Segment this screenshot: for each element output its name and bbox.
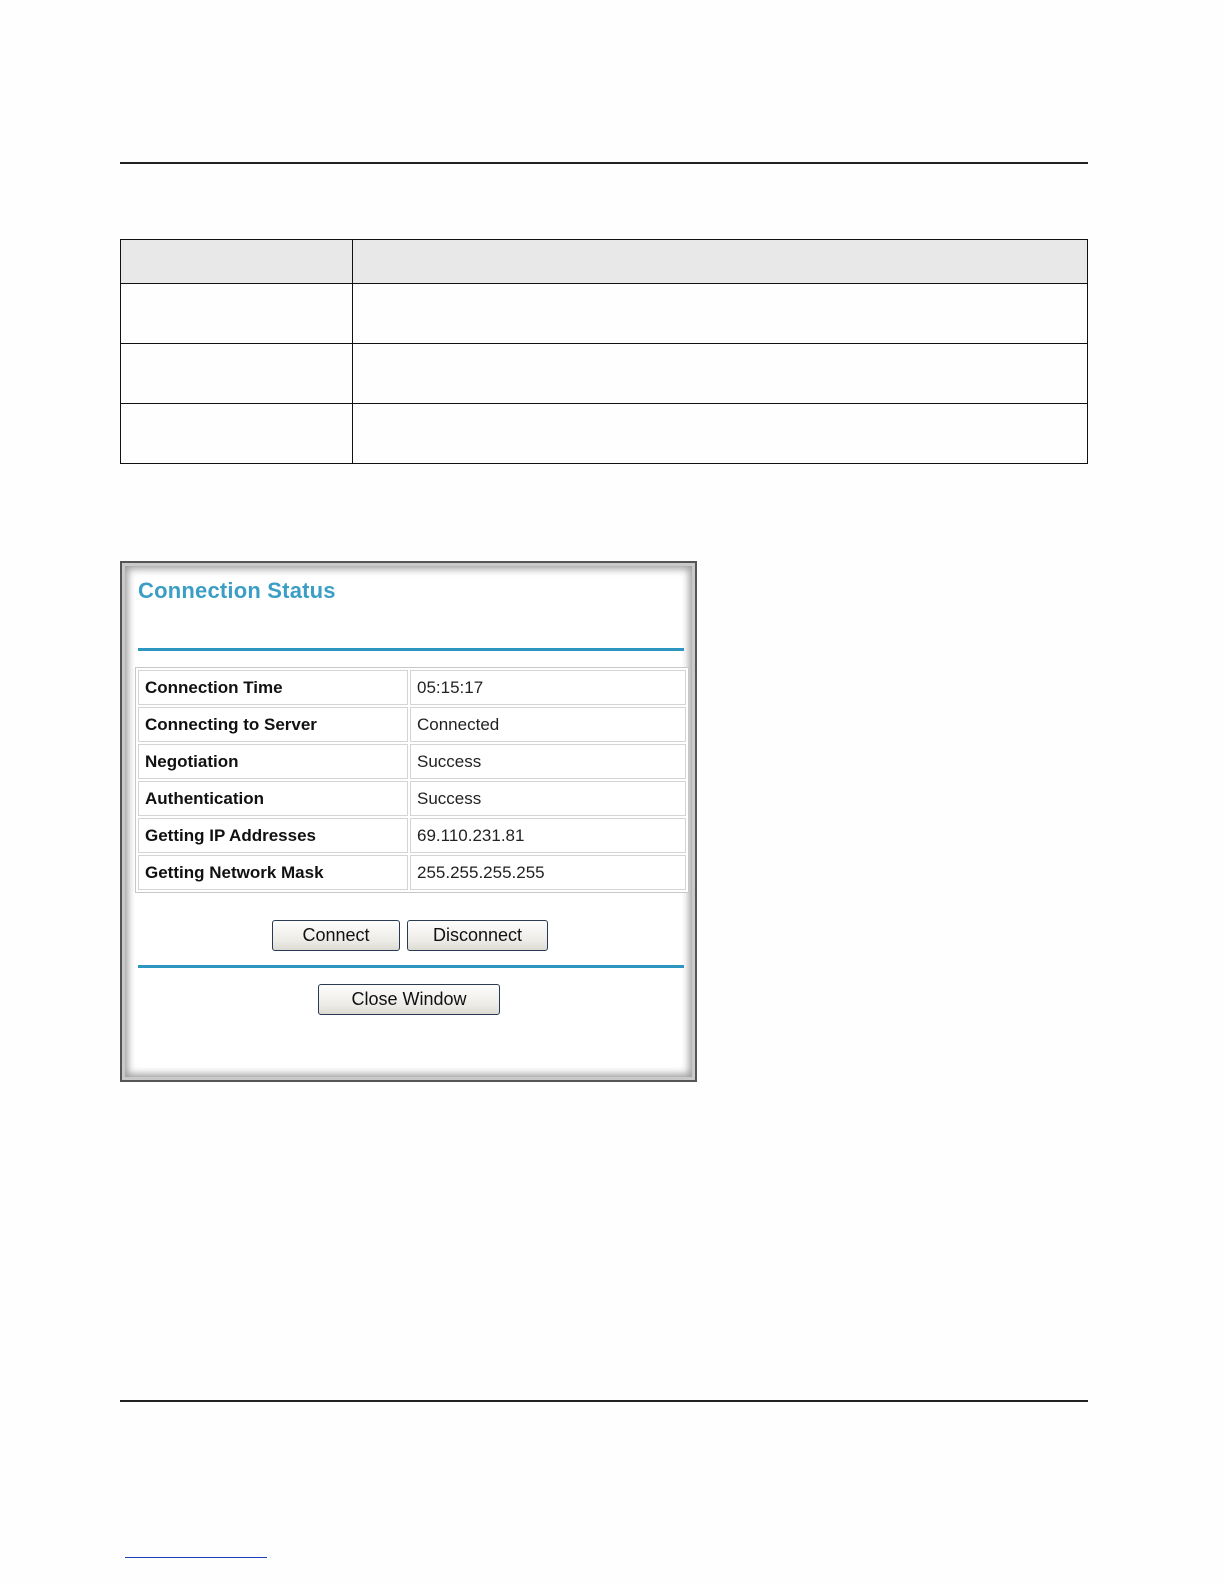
status-value: 255.255.255.255 bbox=[410, 855, 686, 890]
document-table-row bbox=[121, 284, 1088, 344]
document-table-cell bbox=[121, 344, 353, 404]
document-table-header-row bbox=[121, 240, 1088, 284]
document-table-header-cell bbox=[353, 240, 1088, 284]
button-divider bbox=[138, 965, 684, 968]
document-table-cell bbox=[353, 284, 1088, 344]
table-row bbox=[138, 744, 686, 779]
connect-button[interactable]: Connect bbox=[272, 920, 400, 951]
document-table-header-cell bbox=[121, 240, 353, 284]
document-table-cell bbox=[353, 344, 1088, 404]
disconnect-button[interactable]: Disconnect bbox=[407, 920, 548, 951]
table-row bbox=[138, 707, 686, 742]
document-table-cell bbox=[121, 284, 353, 344]
document-table bbox=[120, 239, 1088, 464]
title-divider bbox=[138, 648, 684, 651]
footer-rule bbox=[120, 1400, 1088, 1402]
status-label: Getting Network Mask bbox=[138, 855, 408, 890]
status-label: Negotiation bbox=[138, 744, 408, 779]
status-value: Success bbox=[410, 744, 686, 779]
document-table-row bbox=[121, 344, 1088, 404]
document-table-row bbox=[121, 404, 1088, 464]
document-table-cell bbox=[121, 404, 353, 464]
status-label: Connection Time bbox=[138, 670, 408, 705]
status-label: Connecting to Server bbox=[138, 707, 408, 742]
document-table-cell bbox=[353, 404, 1088, 464]
status-value: 05:15:17 bbox=[410, 670, 686, 705]
connection-status-window bbox=[120, 561, 697, 1082]
status-value: Success bbox=[410, 781, 686, 816]
status-label: Getting IP Addresses bbox=[138, 818, 408, 853]
close-window-button[interactable]: Close Window bbox=[318, 984, 500, 1015]
table-row bbox=[138, 670, 686, 705]
header-rule bbox=[120, 162, 1088, 164]
window-title: Connection Status bbox=[138, 578, 336, 603]
status-value: Connected bbox=[410, 707, 686, 742]
footer-link-underline bbox=[125, 1557, 267, 1558]
table-row bbox=[138, 818, 686, 853]
status-label: Authentication bbox=[138, 781, 408, 816]
status-value: 69.110.231.81 bbox=[410, 818, 686, 853]
connection-status-table bbox=[135, 667, 689, 893]
table-row bbox=[138, 855, 686, 890]
table-row bbox=[138, 781, 686, 816]
